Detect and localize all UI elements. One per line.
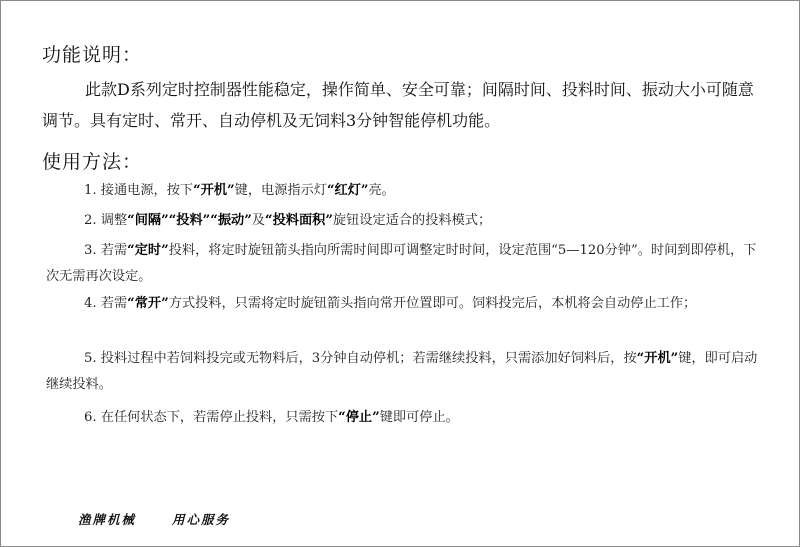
usage-step bbox=[46, 238, 760, 290]
step-text: 2. 调整 bbox=[84, 213, 128, 228]
usage-step bbox=[46, 346, 760, 398]
highlight-term: “投料面积” bbox=[264, 213, 333, 228]
highlight-term: “开机” bbox=[636, 351, 679, 366]
step-text: 6. 在任何状态下，若需停止投料，只需按下 bbox=[84, 410, 339, 425]
highlight-term: “开机” bbox=[193, 183, 235, 198]
highlight-term: “停止” bbox=[338, 410, 380, 425]
usage-step bbox=[46, 178, 760, 204]
highlight-term: “定时” bbox=[127, 243, 169, 258]
highlight-term: “常开” bbox=[127, 296, 169, 311]
step-text: 键即可停止。 bbox=[379, 410, 459, 425]
function-title: 功能说明： bbox=[42, 44, 143, 66]
step-text: 旋钮设定适合的投料模式； bbox=[332, 213, 492, 228]
step-text: 4. 若需 bbox=[84, 296, 128, 311]
step-text: 亮。 bbox=[368, 183, 395, 198]
step-text: 键，电源指示灯 bbox=[234, 183, 327, 198]
highlight-term: “间隔” bbox=[127, 213, 169, 228]
highlight-term: “投料” bbox=[168, 213, 211, 228]
step-text: 3. 若需 bbox=[84, 243, 128, 258]
step-text: 投料，将定时旋钮箭头指向所需时间即可调整定时时间，设定范围“5—120分钟”。时间到即停机，下次无需再次设定。 bbox=[46, 243, 757, 284]
step-text: 5. 投料过程中若饲料投完或无物料后，3分钟自动停机；若需继续投料，只需添加好饲料后，按 bbox=[84, 351, 637, 366]
step-text: 键，即可启动继续投料。 bbox=[46, 351, 758, 392]
usage-title: 使用方法： bbox=[42, 151, 143, 173]
step-text: 方式投料，只需将定时旋钮箭头指向常开位置即可。饲料投完后，本机将会自动停止工作； bbox=[168, 296, 697, 311]
usage-step bbox=[46, 208, 760, 234]
highlight-term: “振动” bbox=[210, 213, 252, 228]
function-line-2: 大小可随意调节。具有定时、常开、自动停机及无饲料3分钟智能停机功能。 bbox=[42, 80, 754, 130]
function-description bbox=[42, 74, 758, 136]
step-text: 1. 接通电源，按下 bbox=[84, 183, 194, 198]
highlight-term: “红灯” bbox=[326, 183, 369, 198]
step-text: 及 bbox=[251, 213, 265, 228]
usage-step bbox=[46, 291, 760, 317]
footer-brand: 渔牌机械 bbox=[78, 512, 137, 527]
footer-slogan: 用心服务 bbox=[172, 512, 231, 527]
function-line-1: 此款D系列定时控制器性能稳定，操作简单、安全可靠；间隔时间、投料时间、振动 bbox=[85, 80, 674, 99]
usage-step bbox=[46, 405, 760, 431]
